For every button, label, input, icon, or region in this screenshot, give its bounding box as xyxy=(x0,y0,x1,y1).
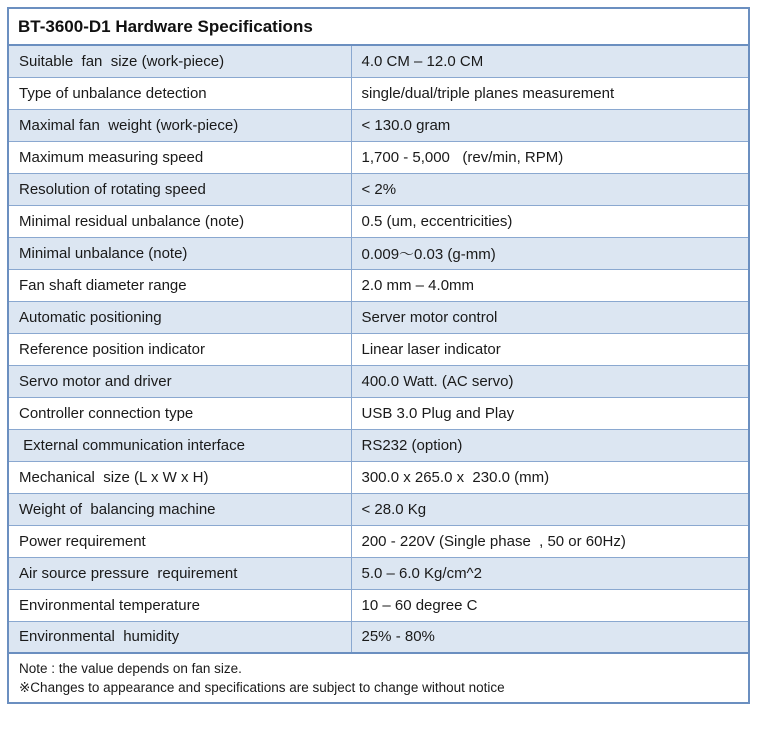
spec-label: Weight of balancing machine xyxy=(8,493,351,525)
spec-row xyxy=(8,269,749,301)
spec-label: Air source pressure requirement xyxy=(8,557,351,589)
spec-label: Mechanical size (L x W x H) xyxy=(8,461,351,493)
spec-value: 10 – 60 degree C xyxy=(351,589,749,621)
spec-value: 4.0 CM – 12.0 CM xyxy=(351,45,749,77)
spec-label: Servo motor and driver xyxy=(8,365,351,397)
spec-value: Linear laser indicator xyxy=(351,333,749,365)
spec-label: Minimal unbalance (note) xyxy=(8,237,351,269)
spec-row xyxy=(8,205,749,237)
spec-label: Power requirement xyxy=(8,525,351,557)
spec-value: 200 - 220V (Single phase , 50 or 60Hz) xyxy=(351,525,749,557)
spec-row xyxy=(8,525,749,557)
spec-label: Maximal fan weight (work-piece) xyxy=(8,109,351,141)
spec-value: 25% - 80% xyxy=(351,621,749,653)
spec-row xyxy=(8,397,749,429)
spec-value: single/dual/triple planes measurement xyxy=(351,77,749,109)
spec-row xyxy=(8,141,749,173)
spec-value: < 28.0 Kg xyxy=(351,493,749,525)
hardware-specifications-table xyxy=(7,7,750,704)
spec-value: 2.0 mm – 4.0mm xyxy=(351,269,749,301)
spec-value: 0.5 (um, eccentricities) xyxy=(351,205,749,237)
spec-label: Suitable fan size (work-piece) xyxy=(8,45,351,77)
spec-label: External communication interface xyxy=(8,429,351,461)
spec-row xyxy=(8,429,749,461)
spec-row xyxy=(8,461,749,493)
notes-row xyxy=(8,653,749,703)
spec-row xyxy=(8,173,749,205)
spec-row xyxy=(8,589,749,621)
spec-value: < 2% xyxy=(351,173,749,205)
spec-label: Environmental humidity xyxy=(8,621,351,653)
spec-label: Controller connection type xyxy=(8,397,351,429)
spec-label: Resolution of rotating speed xyxy=(8,173,351,205)
table-title-row xyxy=(8,8,749,45)
spec-row xyxy=(8,493,749,525)
spec-value: Server motor control xyxy=(351,301,749,333)
table-title: BT-3600-D1 Hardware Specifications xyxy=(8,8,749,45)
spec-label: Automatic positioning xyxy=(8,301,351,333)
spec-value: 400.0 Watt. (AC servo) xyxy=(351,365,749,397)
spec-row xyxy=(8,45,749,77)
note-line: Note : the value depends on fan size. xyxy=(19,661,242,676)
spec-row xyxy=(8,333,749,365)
spec-label: Type of unbalance detection xyxy=(8,77,351,109)
spec-row xyxy=(8,77,749,109)
spec-row xyxy=(8,621,749,653)
spec-value: RS232 (option) xyxy=(351,429,749,461)
spec-row xyxy=(8,237,749,269)
spec-value: USB 3.0 Plug and Play xyxy=(351,397,749,429)
spec-label: Maximum measuring speed xyxy=(8,141,351,173)
notes-cell xyxy=(8,653,749,703)
spec-label: Environmental temperature xyxy=(8,589,351,621)
spec-value: 1,700 - 5,000 (rev/min, RPM) xyxy=(351,141,749,173)
spec-label: Minimal residual unbalance (note) xyxy=(8,205,351,237)
spec-row xyxy=(8,301,749,333)
spec-value: 5.0 – 6.0 Kg/cm^2 xyxy=(351,557,749,589)
note-line: ※Changes to appearance and specifications are subject to change without notice xyxy=(19,680,505,695)
spec-row xyxy=(8,109,749,141)
spec-value: 0.009～0.03 (g-mm) xyxy=(351,237,749,269)
spec-row xyxy=(8,365,749,397)
spec-row xyxy=(8,557,749,589)
spec-value: 300.0 x 265.0 x 230.0 (mm) xyxy=(351,461,749,493)
spec-label: Fan shaft diameter range xyxy=(8,269,351,301)
spec-value: < 130.0 gram xyxy=(351,109,749,141)
spec-label: Reference position indicator xyxy=(8,333,351,365)
